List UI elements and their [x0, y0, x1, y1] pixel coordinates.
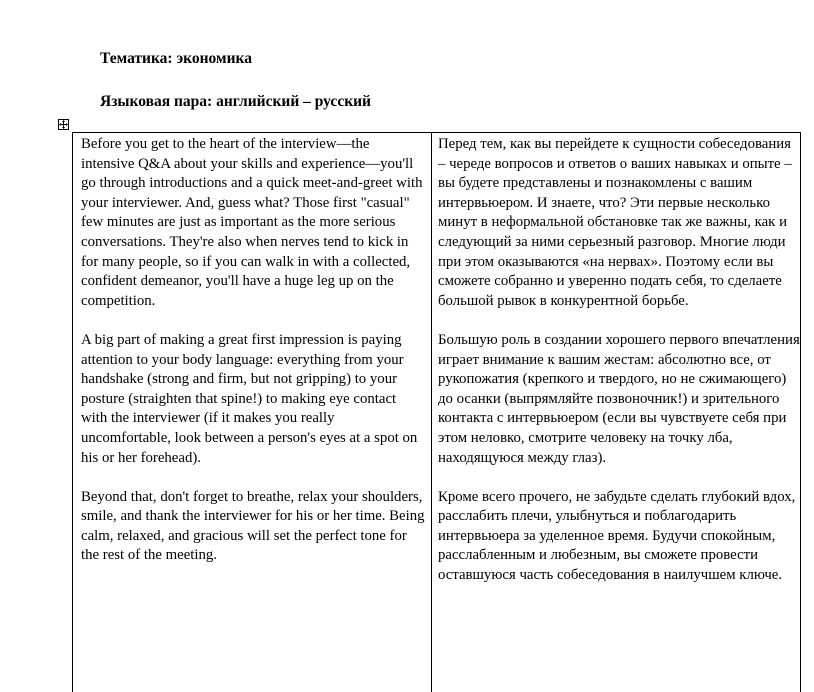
english-paragraph-3: Beyond that, don't forget to breathe, relax your shoulders, smile, and thank the interviewer for his or her time. Being calm, relaxed, and gracious will set the perfect tone for the rest of the meeting. [81, 488, 425, 564]
column-divider [431, 133, 432, 692]
english-paragraph-2: A big part of making a great first impression is paying attention to your body language: everything from your handshake (strong and firm, but not gripping) to your posture (straighten that spine!) to making eye contact with the interviewer (if it makes you really uncomfortable, look between a person's eyes at a spot on his or her forehead). [81, 331, 418, 466]
translation-table [72, 132, 801, 692]
russian-paragraph-3: Кроме всего прочего, не забудьте сделать глубокий вдох, расслабить плечи, улыбнуться и поблагодарить интервьюера за уделенное время. Будучи спокойным, расслабленным и любезным, вы сможете провести оставшуюся часть собеседования в наилучшем ключе. [438, 488, 796, 584]
russian-paragraph-1: Перед тем, как вы перейдете к сущности собеседования – череде вопросов и ответов о ваших навыках и опыте – вы будете представлены и познакомлены с вашим интервьюером. И знаете, что? Эти первые несколько минут в неформальной обстановке так же важны, как и следующий за ними серьезный разговор. Многие люди при этом оказываются «на нервах». Поэтому если вы сможете собранно и уверенно подать себя, то сделаете большой рывок в конкурентной борьбе. [438, 136, 792, 309]
language-pair-heading: Языковая пара: английский – русский [100, 93, 371, 110]
move-arrows-icon[interactable] [58, 119, 69, 130]
russian-translation-cell[interactable] [438, 135, 800, 605]
russian-paragraph-2: Большую роль в создании хорошего первого впечатления играет внимание к вашим жестам: абсолютно все, от рукопожатия (крепкого и твердого, но не сжимающего) до осанки (выпрямляйте позвоночник!) и зрительного контакта с интервьюером (если вы чувствуете себя при этом неловко, смотрите человеку на точку лба, находящуюся между глаз). [438, 331, 800, 466]
english-paragraph-1: Before you get to the heart of the interview—the intensive Q&A about your skills and experience—you'll go through introductions and a quick meet-and-greet with your interviewer. And, guess what? Those first "casual" few minutes are just as important as the more serious conversations. They're also when nerves tend to kick in for many people, so if you can walk in with a collected, confident demeanor, you'll have a huge leg up on the competition. [81, 136, 423, 309]
english-source-cell[interactable] [81, 135, 426, 586]
topic-heading: Тематика: экономика [100, 50, 252, 67]
